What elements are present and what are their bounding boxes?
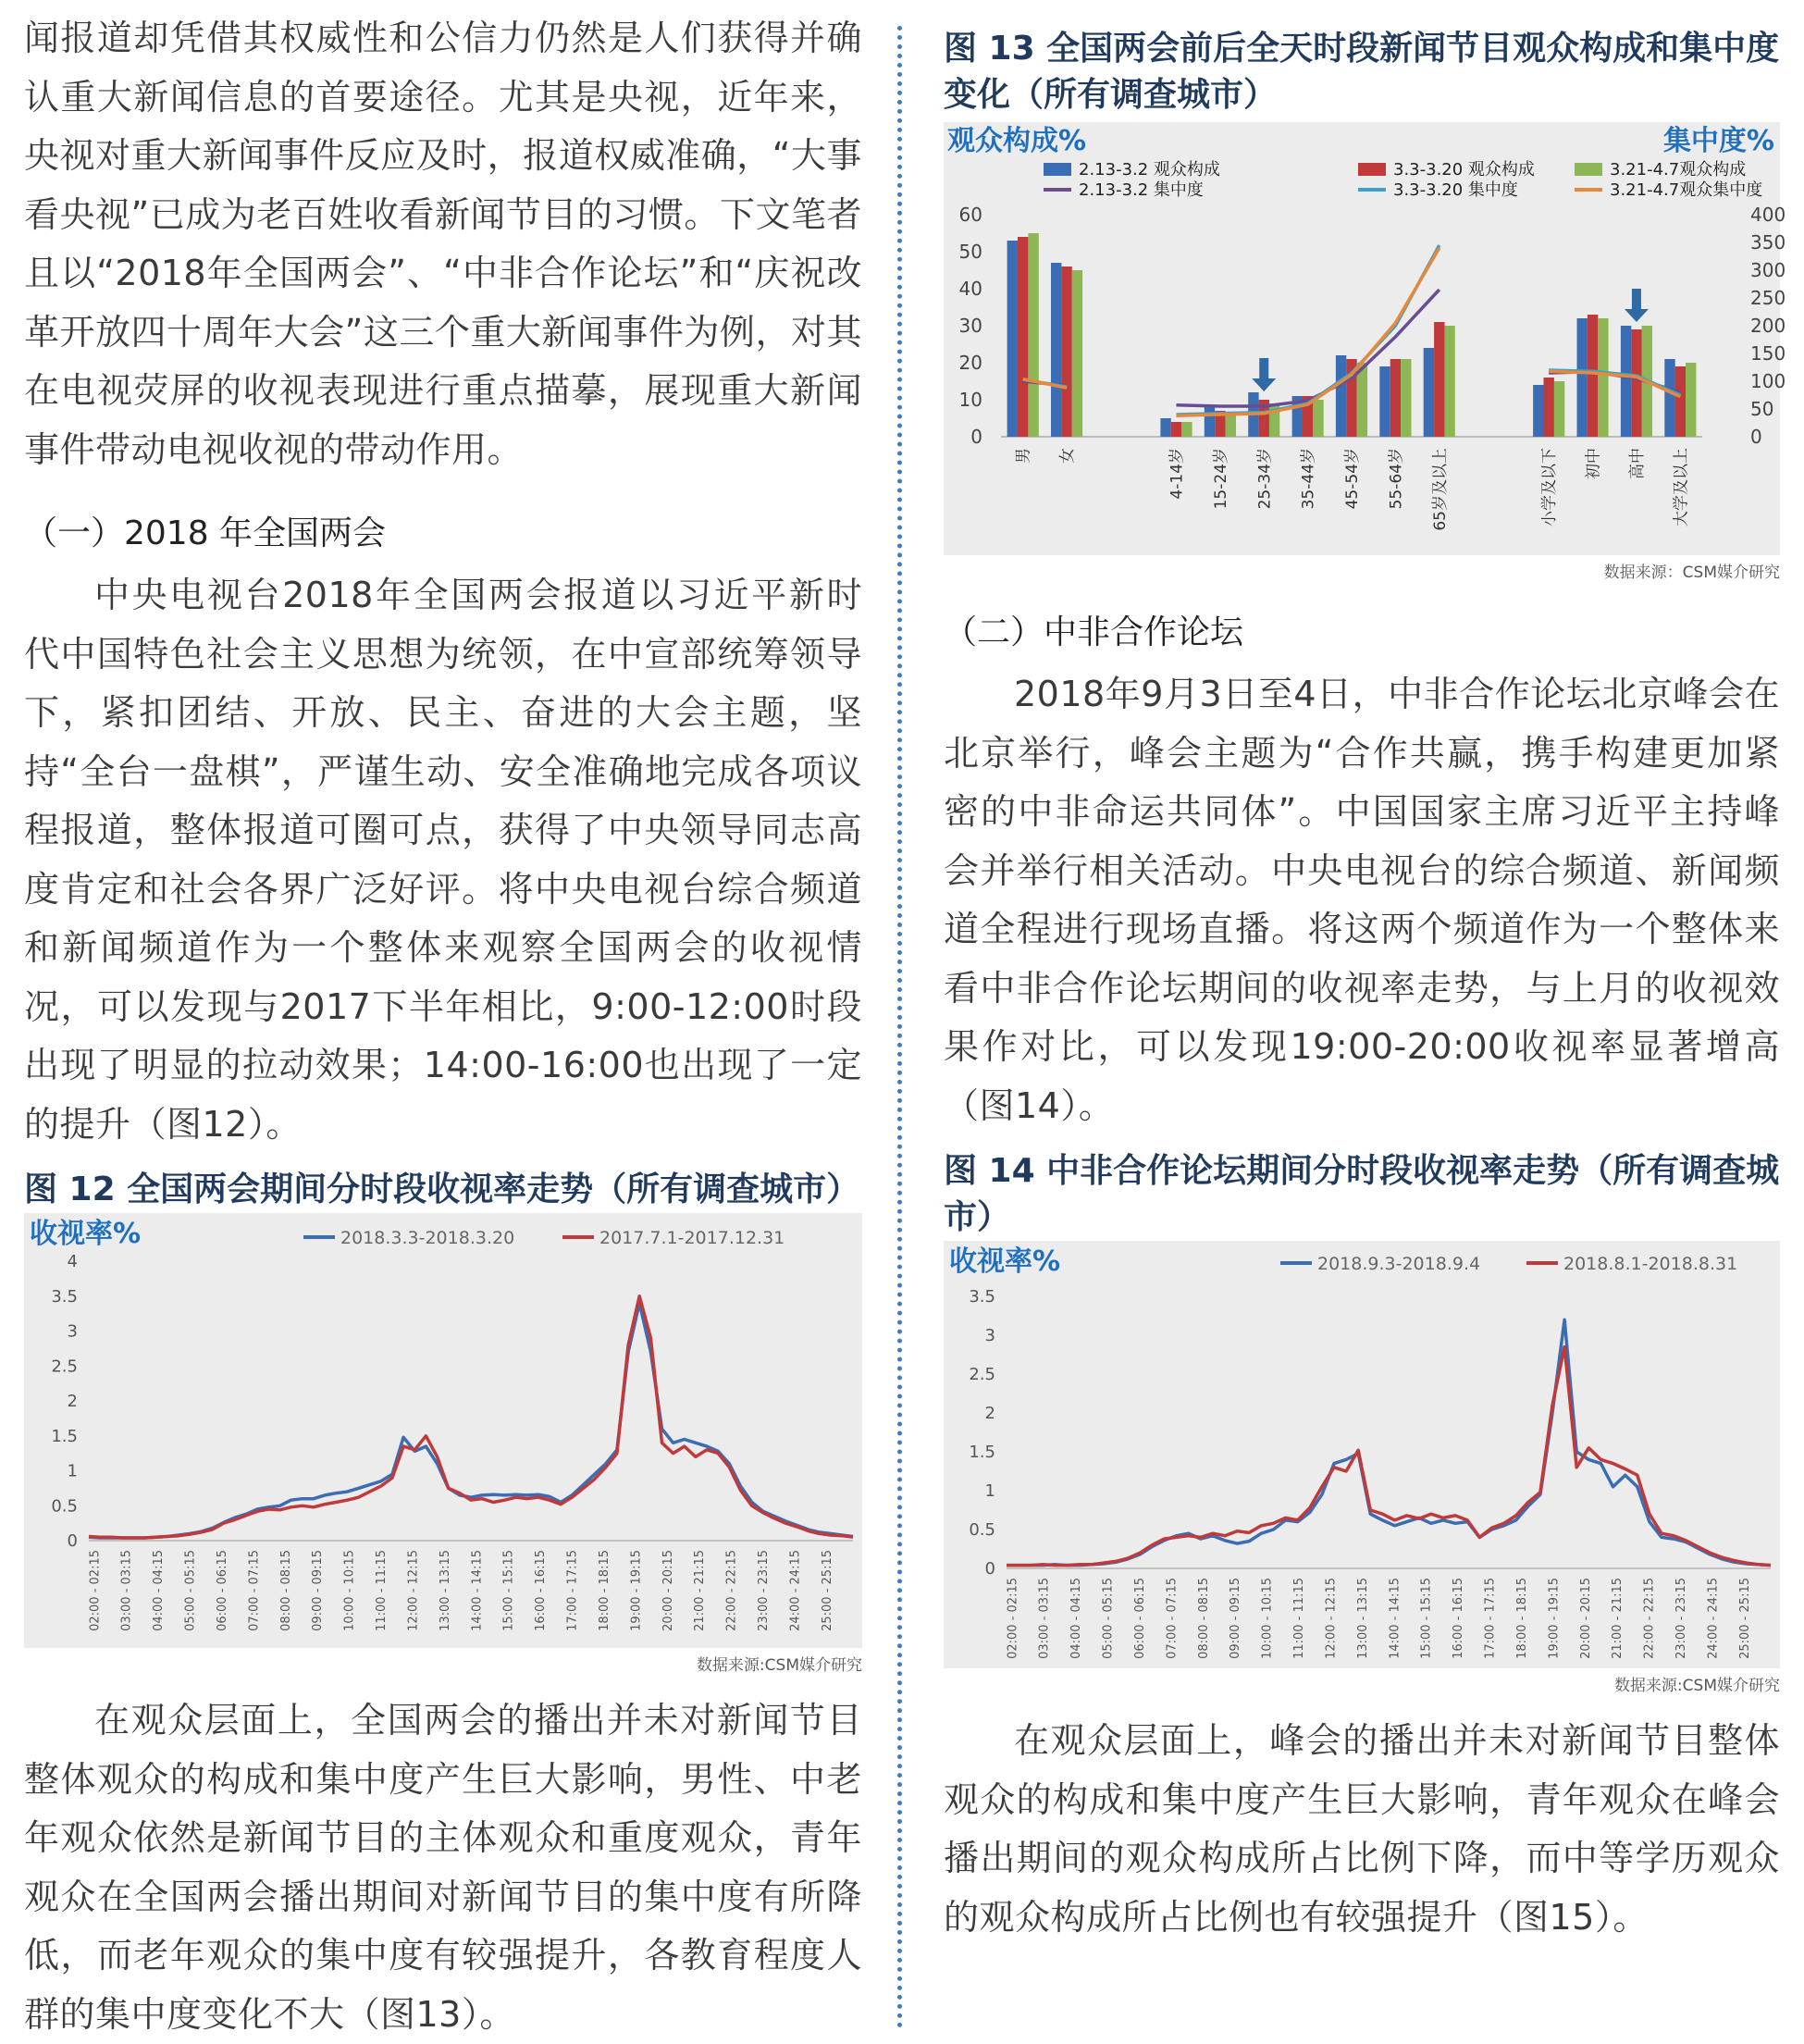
legend-swatch-3 [1575,163,1602,176]
x-tick-label: 03:00 - 03:15 [1037,1578,1052,1659]
y-tick-label: 2.5 [51,1356,78,1377]
bar-2-初中 [1588,315,1598,437]
y-tick-label: 2 [67,1392,78,1411]
bar-2-55-64岁 [1390,359,1401,437]
x-tick-label: 22:00 - 22:15 [1642,1578,1657,1659]
y-tick-label: 1.5 [969,1443,995,1462]
left-column [24,0,862,2044]
x-tick-label: 24:00 - 24:15 [1706,1578,1721,1659]
x-category-label: 女 [1058,448,1078,464]
bar-1-45-54岁 [1336,355,1346,437]
bar-3-35-44岁 [1313,400,1323,437]
legend-label-4: 2.13-3.2 集中度 [1079,180,1204,200]
figure-14-svg [944,1241,1780,1668]
x-tick-label: 22:00 - 22:15 [724,1550,739,1631]
x-tick-label: 10:00 - 10:15 [1260,1578,1275,1659]
x-tick-label: 25:00 - 25:15 [1737,1578,1752,1659]
x-tick-label: 14:00 - 14:15 [470,1550,485,1631]
legend-label-2: 2017.7.1-2017.12.31 [599,1228,785,1248]
x-category-label: 小学及以下 [1540,448,1560,526]
x-category-label: 男 [1014,448,1033,464]
highlight-arrow-icon [1625,289,1649,322]
x-tick-label: 08:00 - 08:15 [1196,1578,1211,1659]
x-tick-label: 21:00 - 21:15 [693,1550,708,1631]
y-tick-label: 0 [67,1531,78,1551]
left-y-tick-label: 10 [958,389,982,411]
right-y-tick-label: 150 [1750,342,1786,365]
x-category-label: 4-14岁 [1168,448,1187,500]
legend-label-1: 2018.9.3-2018.9.4 [1317,1254,1481,1274]
x-tick-label: 24:00 - 24:15 [788,1550,803,1631]
x-tick-label: 09:00 - 09:15 [1229,1578,1243,1659]
bar-3-男 [1028,233,1038,437]
figure-14-title: 图 14 中非合作论坛期间分时段收视率走势（所有调查城市） [944,1152,1780,1236]
right-column [944,0,1786,1947]
x-tick-label: 15:00 - 15:15 [501,1550,516,1631]
x-category-label: 大学及以上 [1672,448,1691,526]
x-tick-label: 18:00 - 18:15 [1514,1578,1529,1659]
figure-12-svg [24,1213,862,1648]
left-y-tick-label: 30 [958,315,982,337]
legend-label-3: 3.21-4.7观众构成 [1610,160,1747,180]
right-y-tick-label: 100 [1750,370,1786,392]
left-y-tick-label: 0 [970,426,982,448]
x-tick-label: 03:00 - 03:15 [119,1550,134,1631]
x-category-label: 65岁及以上 [1430,448,1450,531]
bar-1-15-24岁 [1205,407,1215,437]
bar-3-女 [1072,270,1082,437]
x-category-label: 15-24岁 [1211,448,1230,510]
bar-3-15-24岁 [1226,415,1236,437]
x-tick-label: 09:00 - 09:15 [311,1550,326,1631]
x-tick-label: 12:00 - 12:15 [1324,1578,1339,1659]
bar-2-4-14岁 [1171,422,1181,437]
x-category-label: 45-54岁 [1343,448,1362,510]
bar-2-女 [1061,266,1071,437]
bar-1-高中 [1621,326,1631,437]
x-tick-label: 17:00 - 17:15 [565,1550,580,1631]
y-tick-label: 3 [984,1326,995,1345]
left-axis-title: 观众构成% [947,125,1087,157]
legend-swatch-1 [1044,163,1071,176]
paragraph-focac: 2018年9月3日至4日，中非合作论坛北京峰会在北京举行，峰会主题为“合作共赢，携手构建更加紧密的中非命运共同体”。中国国家主席习近平主持峰会并举行相关活动。中央电视台的综合频道、新闻频道全程进行现场直播。将这两个频道作为一个整体来看中非合作论坛期间的收视率走势，与上月的收视效果作对比，可以发现19:00-20:00收视率显著增高（图14）。 [944,674,1780,1126]
section-heading-focac: （二）中非合作论坛 [944,613,1244,651]
x-tick-label: 06:00 - 06:15 [215,1550,229,1631]
y-axis-title: 收视率% [30,1218,142,1250]
bar-3-大学及以上 [1686,363,1696,437]
bar-3-65岁及以上 [1444,326,1454,437]
figure-12-title: 图 12 全国两会期间分时段收视率走势（所有调查城市） [24,1171,860,1208]
highlight-arrow-icon [1252,358,1276,391]
left-y-tick-label: 40 [958,278,982,300]
y-axis-title: 收视率% [949,1245,1061,1278]
right-y-tick-label: 300 [1750,259,1786,281]
column-divider [897,26,902,2029]
x-category-label: 35-44岁 [1299,448,1318,510]
x-tick-label: 16:00 - 16:15 [534,1550,549,1631]
x-tick-label: 19:00 - 19:15 [1547,1578,1562,1659]
bar-2-男 [1018,237,1028,437]
x-tick-label: 23:00 - 23:15 [757,1550,772,1631]
right-y-tick-label: 50 [1750,398,1774,420]
y-tick-label: 0 [984,1559,995,1579]
series-line-1 [1007,1319,1771,1565]
series-line-1 [89,1303,853,1538]
x-tick-label: 02:00 - 02:15 [1006,1578,1020,1659]
y-tick-label: 3.5 [969,1287,995,1307]
figure-13-source: 数据来源：CSM媒介研究 [1603,564,1780,582]
paragraph-audience-two-sessions: 在观众层面上，全国两会的播出并未对新闻节目整体观众的构成和集中度产生巨大影响，男性、中老年观众依然是新闻节目的主体观众和重度观众，青年观众在全国两会播出期间对新闻节目的集中度有所降低，而老年观众的集中度有较强提升，各教育程度人群的集中度变化不大（图13）。 [24,1700,862,2035]
x-tick-label: 16:00 - 16:15 [1452,1578,1466,1659]
figure-12-source: 数据来源:CSM媒介研究 [696,1656,862,1675]
left-y-tick-label: 60 [958,204,982,226]
y-tick-label: 0.5 [51,1496,78,1517]
figure-12-chart [24,1213,862,1648]
bar-2-小学及以下 [1544,378,1554,437]
y-tick-label: 0.5 [969,1520,995,1540]
x-category-label: 初中 [1584,448,1603,479]
bar-1-男 [1007,241,1018,437]
bar-3-初中 [1598,318,1608,437]
x-tick-label: 19:00 - 19:15 [629,1550,644,1631]
x-tick-label: 25:00 - 25:15 [820,1550,834,1631]
paragraph-audience-focac: 在观众层面上，峰会的播出并未对新闻节目整体观众的构成和集中度产生巨大影响，青年观众在峰会播出期间的观众构成所占比例下降，而中等学历观众的观众构成所占比例也有较强提升（图15）。 [944,1720,1780,1938]
bar-1-小学及以下 [1533,385,1543,437]
y-tick-label: 2.5 [969,1365,995,1384]
x-tick-label: 18:00 - 18:15 [597,1550,612,1631]
section-heading-two-sessions: （一）2018 年全国两会 [24,514,387,552]
x-tick-label: 14:00 - 14:15 [1388,1578,1402,1659]
x-tick-label: 13:00 - 13:15 [438,1550,452,1631]
legend-label-5: 3.3-3.20 集中度 [1393,180,1518,200]
legend-swatch-2 [1358,163,1386,176]
x-tick-label: 20:00 - 20:15 [1578,1578,1593,1659]
series-line-2 [89,1296,853,1538]
x-category-label: 55-64岁 [1387,448,1406,510]
x-tick-label: 06:00 - 06:15 [1132,1578,1147,1659]
figure-13-chart [944,122,1786,555]
x-tick-label: 07:00 - 07:15 [1165,1578,1180,1659]
x-tick-label: 02:00 - 02:15 [88,1550,103,1631]
y-tick-label: 1.5 [51,1426,78,1446]
x-tick-label: 04:00 - 04:15 [1069,1578,1084,1659]
bar-1-初中 [1577,318,1588,437]
x-tick-label: 11:00 - 11:15 [375,1550,389,1631]
legend-label-1: 2.13-3.2 观众构成 [1079,160,1220,180]
bar-1-65岁及以上 [1424,348,1434,437]
legend-label-6: 3.21-4.7观众集中度 [1610,180,1763,200]
right-axis-title: 集中度% [1662,125,1774,157]
legend-label-2: 2018.8.1-2018.8.31 [1563,1254,1738,1274]
legend-label-2: 3.3-3.20 观众构成 [1393,160,1535,180]
x-tick-label: 12:00 - 12:15 [406,1550,421,1631]
x-tick-label: 17:00 - 17:15 [1483,1578,1498,1659]
bar-2-大学及以上 [1675,366,1686,437]
x-category-label: 高中 [1627,448,1647,479]
bar-2-高中 [1631,329,1641,437]
y-tick-label: 3 [67,1321,78,1342]
left-y-tick-label: 50 [958,241,982,263]
x-tick-label: 21:00 - 21:15 [1611,1578,1625,1659]
right-y-tick-label: 0 [1750,426,1762,448]
x-tick-label: 23:00 - 23:15 [1674,1578,1689,1659]
bar-1-4-14岁 [1160,418,1170,437]
x-tick-label: 07:00 - 07:15 [247,1550,262,1631]
bar-1-女 [1051,263,1061,437]
bar-3-4-14岁 [1181,422,1192,437]
x-tick-label: 04:00 - 04:15 [152,1550,167,1631]
right-y-tick-label: 250 [1750,287,1786,309]
x-tick-label: 11:00 - 11:15 [1292,1578,1307,1659]
x-tick-label: 05:00 - 05:15 [183,1550,198,1631]
right-y-tick-label: 400 [1750,204,1786,226]
y-tick-label: 3.5 [51,1286,78,1307]
y-tick-label: 1 [67,1461,78,1481]
figure-13-svg [944,122,1786,555]
x-category-label: 25-34岁 [1255,448,1275,510]
x-tick-label: 10:00 - 10:15 [342,1550,357,1631]
legend-label-1: 2018.3.3-2018.3.20 [340,1228,515,1248]
bar-3-小学及以下 [1554,381,1564,437]
concentration-line-3 [1549,371,1680,397]
x-tick-label: 13:00 - 13:15 [1355,1578,1370,1659]
figure-13-title: 图 13 全国两会前后全天时段新闻节目观众构成和集中度变化（所有调查城市） [944,30,1780,114]
right-y-tick-label: 350 [1750,231,1786,254]
right-y-tick-label: 200 [1750,315,1786,337]
x-tick-label: 08:00 - 08:15 [278,1550,293,1631]
bar-3-55-64岁 [1401,359,1411,437]
x-tick-label: 05:00 - 05:15 [1101,1578,1116,1659]
figure-14-chart [944,1241,1780,1668]
x-tick-label: 15:00 - 15:15 [1419,1578,1434,1659]
left-y-tick-label: 20 [958,352,982,374]
y-tick-label: 2 [984,1404,995,1423]
paragraph-two-sessions: 中央电视台2018年全国两会报道以习近平新时代中国特色社会主义思想为统领，在中宣部统筹领导下，紧扣团结、开放、民主、奋进的大会主题，坚持“全台一盘棋”，严谨生动、安全准确地完成各项议程报道，整体报道可圈可点，获得了中央领导同志高度肯定和社会各界广泛好评。将中央电视台综合频道和新闻频道作为一个整体来观察全国两会的收视情况，可以发现与2017下半年相比，9:00-12:00时段出现了明显的拉动效果；14:00-16:00也出现了一定的提升（图12）。 [24,575,862,1145]
bar-2-65岁及以上 [1434,322,1444,437]
bar-1-大学及以上 [1664,359,1674,437]
paragraph-intro: 闻报道却凭借其权威性和公信力仍然是人们获得并确认重大新闻信息的首要途径。尤其是央视，近年来，央视对重大新闻事件反应及时，报道权威准确，“大事看央视”已成为老百姓收看新闻节目的习惯。下文笔者且以“2018年全国两会”、“中非合作论坛”和“庆祝改革开放四十周年大会”这三个重大新闻事件为例，对其在电视荧屏的收视表现进行重点描摹，展现重大新闻事件带动电视收视的带动作用。 [24,18,862,470]
y-tick-label: 1 [984,1481,995,1501]
x-tick-label: 20:00 - 20:15 [661,1550,675,1631]
bar-1-55-64岁 [1379,366,1390,437]
figure-14-source: 数据来源:CSM媒介研究 [1613,1677,1780,1695]
y-tick-label: 4 [67,1252,78,1271]
